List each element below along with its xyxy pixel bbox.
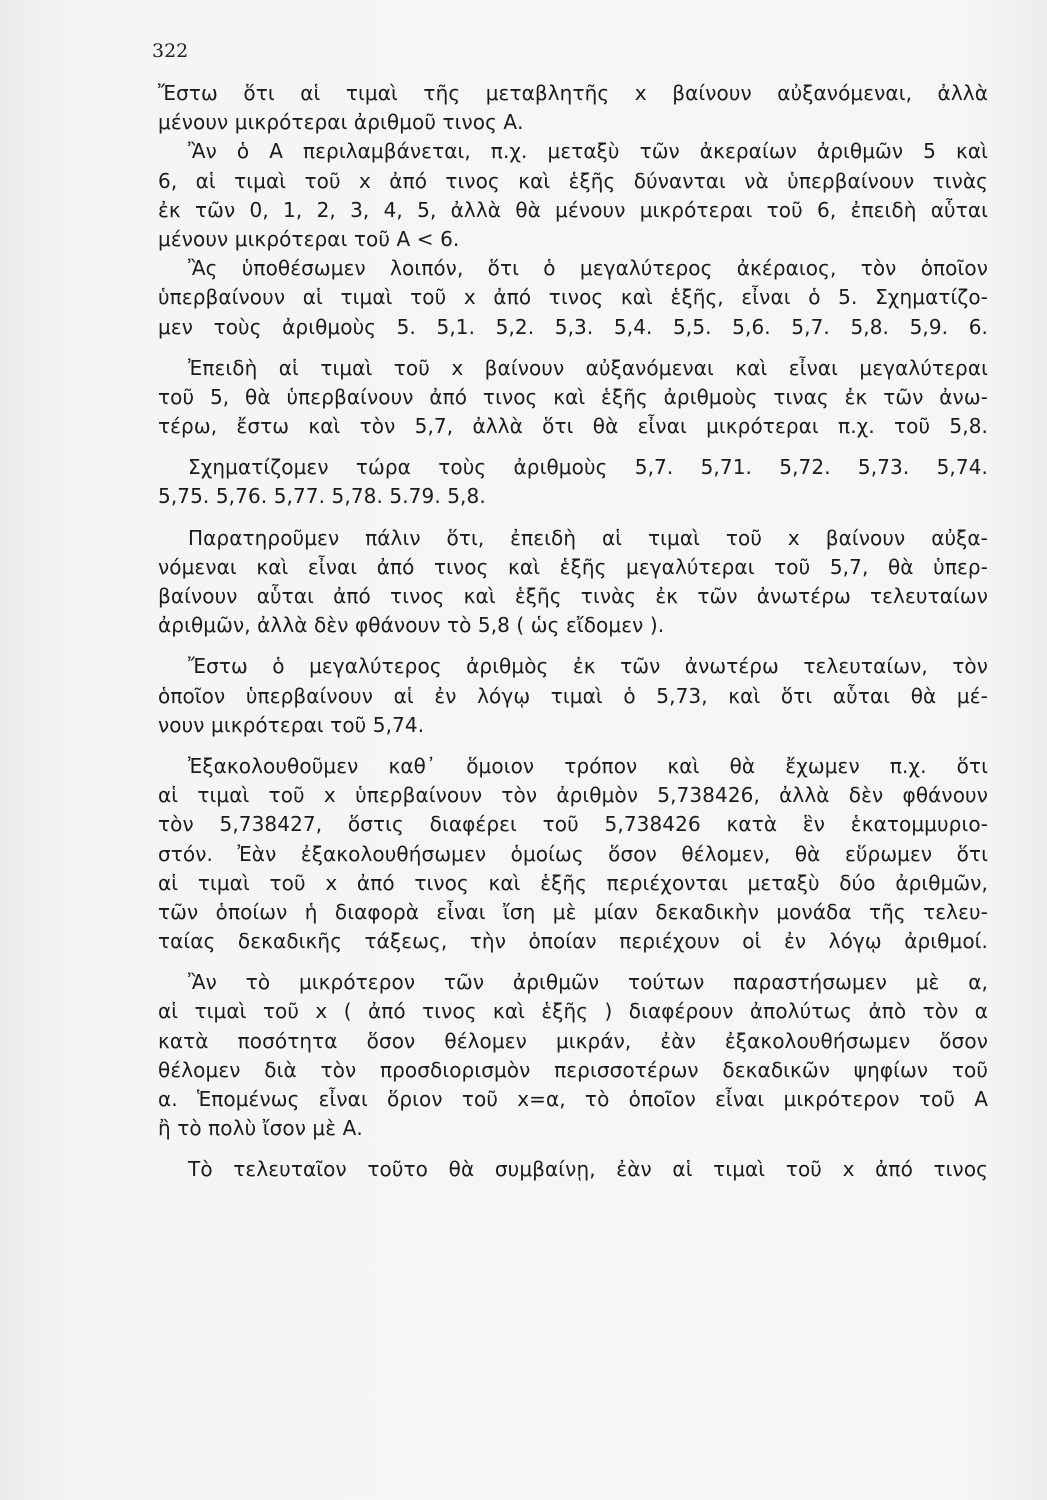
text-line: ἐκ τῶν 0, 1, 2, 3, 4, 5, ἀλλὰ θὰ μένουν μικρότεραι τοῦ 6, ἐπειδὴ αὗται	[158, 197, 988, 222]
text-line: τέρω, ἔστω καὶ τὸν 5,7, ἀλλὰ ὅτι θὰ εἶναι μικρότεραι π.χ. τοῦ 5,8.	[158, 414, 988, 439]
text-line: νουν μικρότεραι τοῦ 5,74.	[158, 712, 425, 737]
text-line: ταίας δεκαδικῆς τάξεως, τὴν ὁποίαν περιέχουν οἱ ἐν λόγῳ ἀριθμοί.	[158, 929, 988, 954]
text-line: βαίνουν αὗται ἀπό τινος καὶ ἑξῆς τινὰς ἐκ τῶν ἀνωτέρω τελευταίων	[158, 584, 988, 608]
text-line: τοῦ 5, θὰ ὑπερβαίνουν ἀπό τινος καὶ ἑξῆς ἀριθμοὺς τινας ἐκ τῶν ἀνω-	[158, 384, 988, 409]
page-number: 322	[152, 40, 189, 62]
text-line: κατὰ ποσότητα ὅσον θέλομεν μικράν, ἐὰν ἐξακολουθήσωμεν ὅσον	[158, 1028, 988, 1053]
text-line: 6, αἱ τιμαὶ τοῦ x ἀπό τινος καὶ ἑξῆς δύνανται νὰ ὑπερβαίνουν τινὰς	[158, 168, 988, 193]
body-text	[158, 79, 988, 1185]
text-line: μένουν μικρότεραι ἀριθμοῦ τινος Α.	[158, 110, 524, 135]
text-line: Ἐπειδὴ αἱ τιμαὶ τοῦ x βαίνουν αὐξανόμεναι καὶ εἶναι μεγαλύτεραι	[188, 355, 988, 380]
text-line: ἀριθμῶν, ἀλλὰ δὲν φθάνουν τὸ 5,8 ( ὡς εἴδομεν ).	[158, 613, 665, 638]
text-line: 5,75. 5,76. 5,77. 5,78. 5.79. 5,8.	[158, 484, 486, 509]
text-line: Σχηματίζομεν τώρα τοὺς ἀριθμοὺς 5,7. 5,71. 5,72. 5,73. 5,74.	[188, 455, 988, 480]
text-line: Ἔστω ὁ μεγαλύτερος ἀριθμὸς ἐκ τῶν ἀνωτέρω τελευταίων, τὸν	[188, 654, 988, 679]
text-line: α. Ἑπομένως εἶναι ὅριον τοῦ x=α, τὸ ὁποῖον εἶναι μικρότερον τοῦ Α	[158, 1087, 988, 1111]
text-line: Τὸ τελευταῖον τοῦτο θὰ συμβαίνῃ, ἐὰν αἱ τιμαὶ τοῦ x ἀπό τινος	[188, 1157, 988, 1182]
text-line: ὑπερβαίνουν αἱ τιμαὶ τοῦ x ἀπό τινος καὶ ἑξῆς, εἶναι ὁ 5. Σχηματίζο-	[158, 285, 988, 310]
text-line: Ἂν τὸ μικρότερον τῶν ἀριθμῶν τούτων παραστήσωμεν μὲ α,	[188, 970, 988, 995]
text-line: Ἔστω ὅτι αἱ τιμαὶ τῆς μεταβλητῆς x βαίνουν αὐξανόμεναι, ἀλλὰ	[158, 81, 988, 105]
text-line: ἢ τὸ πολὺ ἴσον μὲ Α.	[158, 1116, 363, 1141]
text-line: Ἐξακολουθοῦμεν καθ᾿ ὅμοιον τρόπον καὶ θὰ ἔχωμεν π.χ. ὅτι	[188, 753, 988, 778]
text-line: μεν τοὺς ἀριθμοὺς 5. 5,1. 5,2. 5,3. 5,4. 5,5. 5,6. 5,7. 5,8. 5,9. 6.	[158, 314, 988, 339]
text-line: Ἂν ὁ Α περιλαμβάνεται, π.χ. μεταξὺ τῶν ἀκεραίων ἀριθμῶν 5 καὶ	[188, 139, 988, 164]
text-line: Ἂς ὑποθέσωμεν λοιπόν, ὅτι ὁ μεγαλύτερος ἀκέραιος, τὸν ὁποῖον	[188, 256, 988, 281]
text-line: αἱ τιμαὶ τοῦ x ὑπερβαίνουν τὸν ἀριθμὸν 5,738426, ἀλλὰ δὲν φθάνουν	[158, 783, 988, 808]
text-line: αἱ τιμαὶ τοῦ x ( ἀπό τινος καὶ ἑξῆς ) διαφέρουν ἀπολύτως ἀπὸ τὸν α	[158, 999, 988, 1024]
text-line: θέλομεν διὰ τὸν προσδιορισμὸν περισσοτέρων δεκαδικῶν ψηφίων τοῦ	[158, 1057, 988, 1082]
text-line: μένουν μικρότεραι τοῦ Α < 6.	[158, 226, 460, 251]
text-line: ὁποῖον ὑπερβαίνουν αἱ ἐν λόγῳ τιμαὶ ὁ 5,73, καὶ ὅτι αὗται θὰ μέ-	[158, 683, 988, 708]
text-line: τὸν 5,738427, ὅστις διαφέρει τοῦ 5,738426 κατὰ ἓν ἑκατομμυριο-	[158, 812, 988, 837]
text-line: Παρατηροῦμεν πάλιν ὅτι, ἐπειδὴ αἱ τιμαὶ τοῦ x βαίνουν αὐξα-	[188, 525, 988, 550]
text-line: νόμεναι καὶ εἶναι ἀπό τινος καὶ ἑξῆς μεγαλύτεραι τοῦ 5,7, θὰ ὑπερ-	[158, 554, 988, 579]
text-line: αἱ τιμαὶ τοῦ x ἀπό τινος καὶ ἑξῆς περιέχονται μεταξὺ δύο ἀριθμῶν,	[158, 870, 988, 895]
text-line: τῶν ὁποίων ἡ διαφορὰ εἶναι ἴση μὲ μίαν δεκαδικὴν μονάδα τῆς τελευ-	[158, 899, 988, 924]
text-line: στόν. Ἐὰν ἐξακολουθήσωμεν ὁμοίως ὅσον θέλομεν, θὰ εὕρωμεν ὅτι	[158, 841, 988, 866]
